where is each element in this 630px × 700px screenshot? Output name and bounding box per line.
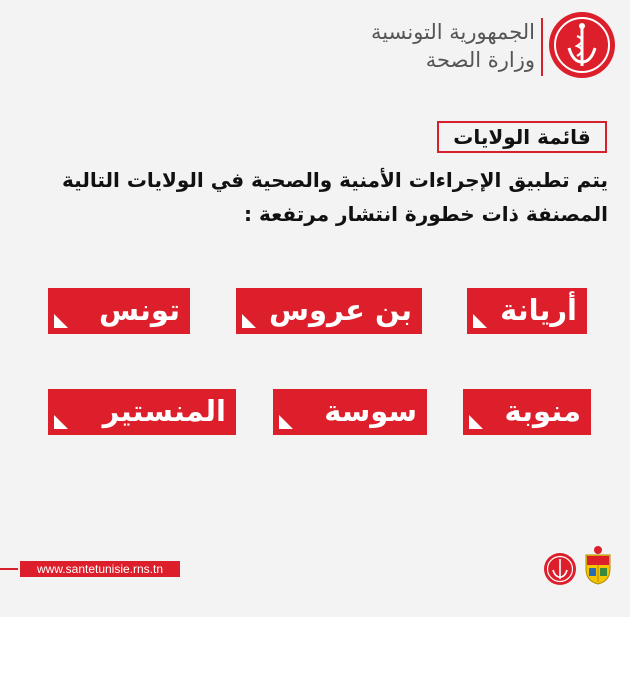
- governorate-tag-ariana: [467, 288, 587, 334]
- ministry-of-health-logo-icon: [543, 552, 577, 586]
- governorate-tag-tunis: [48, 288, 190, 334]
- corner-triangle-icon: [279, 415, 293, 429]
- governorate-label: أريانة: [500, 293, 577, 327]
- governorate-label: المنستير: [102, 394, 226, 428]
- governorate-label: بن عروس: [269, 293, 412, 327]
- intro-text: [28, 163, 608, 231]
- governorate-tag-ben-arous: [236, 288, 422, 334]
- ministry-line-1: الجمهورية التونسية: [371, 20, 535, 44]
- list-title: قائمة الولايات: [437, 121, 607, 153]
- ministry-name: [371, 18, 535, 74]
- intro-line-1: يتم تطبيق الإجراءات الأمنية والصحية في الولايات التالية: [62, 168, 608, 192]
- corner-triangle-icon: [54, 314, 68, 328]
- header-divider: [541, 18, 543, 76]
- corner-triangle-icon: [54, 415, 68, 429]
- governorate-label: تونس: [99, 293, 180, 327]
- website-link[interactable]: www.santetunisie.rns.tn: [20, 561, 180, 577]
- ministry-line-2: وزارة الصحة: [425, 48, 535, 72]
- governorate-label: منوبة: [504, 394, 581, 428]
- corner-triangle-icon: [469, 415, 483, 429]
- governorate-tag-monastir: [48, 389, 236, 435]
- footer-line: [0, 568, 18, 570]
- governorate-tag-manouba: [463, 389, 591, 435]
- ministry-of-health-logo-icon: [547, 10, 617, 80]
- tunisia-coat-of-arms-icon: [583, 545, 613, 585]
- intro-line-2: المصنفة ذات خطورة انتشار مرتفعة :: [243, 202, 608, 226]
- governorate-label: سوسة: [324, 394, 417, 428]
- governorate-tag-sousse: [273, 389, 427, 435]
- corner-triangle-icon: [473, 314, 487, 328]
- corner-triangle-icon: [242, 314, 256, 328]
